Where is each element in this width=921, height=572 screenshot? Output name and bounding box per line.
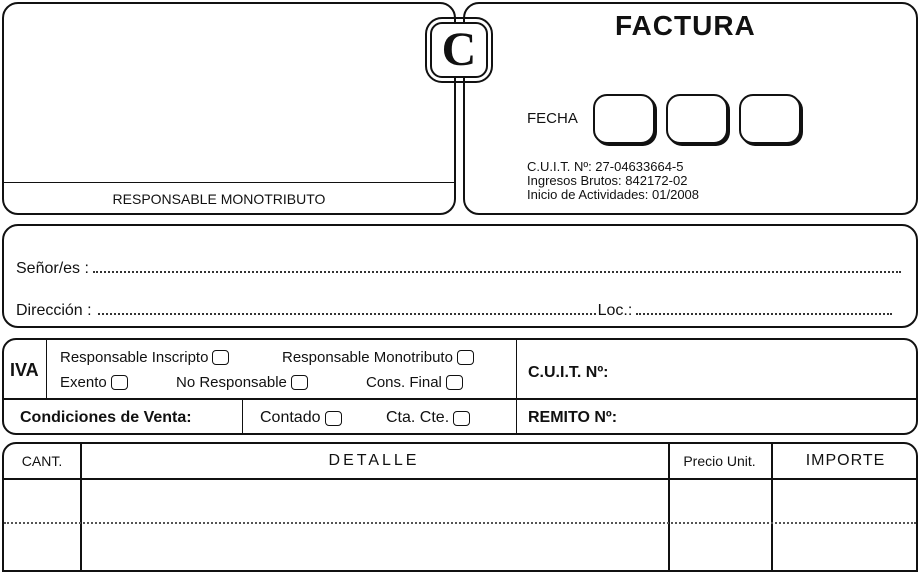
option-responsable-inscripto[interactable] <box>60 349 229 366</box>
direccion-label: Dirección : <box>16 302 92 319</box>
option-no-responsable[interactable] <box>176 374 308 391</box>
column-header-cantidad: CANT. <box>21 453 63 469</box>
checkbox[interactable] <box>212 350 229 365</box>
senores-field[interactable] <box>93 271 901 273</box>
option-label: Exento <box>60 374 107 391</box>
iva-separator <box>46 340 47 398</box>
invoice-title: FACTURA <box>615 10 756 41</box>
tax-condition-panel <box>2 338 918 435</box>
sale-separator <box>242 398 243 433</box>
issuer-info <box>527 160 699 202</box>
option-label: Responsable Monotributo <box>282 349 453 366</box>
checkbox[interactable] <box>453 411 470 426</box>
detail-table <box>2 442 918 572</box>
option-cta-cte[interactable] <box>386 409 470 427</box>
table-row[interactable] <box>4 522 916 524</box>
date-year-field[interactable] <box>739 94 801 144</box>
checkbox[interactable] <box>457 350 474 365</box>
column-header-importe: IMPORTE <box>805 452 886 469</box>
cuit-separator <box>516 340 517 433</box>
cuit-line: C.U.I.T. Nº: 27-04633664-5 <box>527 159 684 174</box>
option-label: Cta. Cte. <box>386 409 450 426</box>
option-label: Responsable Inscripto <box>60 349 209 366</box>
checkbox[interactable] <box>111 375 128 390</box>
option-label: No Responsable <box>176 374 287 391</box>
direccion-field[interactable] <box>98 313 596 315</box>
direccion-row <box>16 302 892 320</box>
checkbox[interactable] <box>291 375 308 390</box>
remito-label: REMITO Nº: <box>528 409 618 426</box>
checkbox[interactable] <box>446 375 463 390</box>
iva-label: IVA <box>10 360 39 380</box>
invoice-header-panel <box>463 2 918 215</box>
tax-divider <box>4 398 916 400</box>
date-month-field[interactable] <box>666 94 728 144</box>
option-contado[interactable] <box>260 409 342 427</box>
date-label: FECHA <box>527 110 578 127</box>
inicio-actividades-line: Inicio de Actividades: 01/2008 <box>527 187 700 202</box>
column-header-precio-unitario: Precio Unit. <box>683 453 756 469</box>
column-header-detalle: DETALLE <box>328 452 420 469</box>
option-cons-final[interactable] <box>366 374 463 391</box>
client-panel <box>2 224 918 328</box>
issuer-divider <box>4 182 454 183</box>
checkbox[interactable] <box>325 411 342 426</box>
option-responsable-monotributo[interactable] <box>282 349 474 366</box>
invoice-letter-badge: C <box>430 22 488 78</box>
option-label: Contado <box>260 409 321 426</box>
option-exento[interactable] <box>60 374 128 391</box>
loc-label: Loc.: <box>597 302 633 319</box>
loc-field[interactable] <box>636 313 892 315</box>
senores-row <box>16 260 901 278</box>
senores-label: Señor/es : <box>16 260 89 277</box>
issuer-condition: RESPONSABLE MONOTRIBUTO <box>112 191 326 207</box>
option-label: Cons. Final <box>366 374 442 391</box>
client-cuit-label: C.U.I.T. Nº: <box>528 364 609 381</box>
issuer-panel <box>2 2 456 215</box>
sale-conditions-label: Condiciones de Venta: <box>20 409 192 426</box>
ingresos-brutos-line: Ingresos Brutos: 842172-02 <box>527 173 688 188</box>
table-header-divider <box>4 478 916 480</box>
date-day-field[interactable] <box>593 94 655 144</box>
